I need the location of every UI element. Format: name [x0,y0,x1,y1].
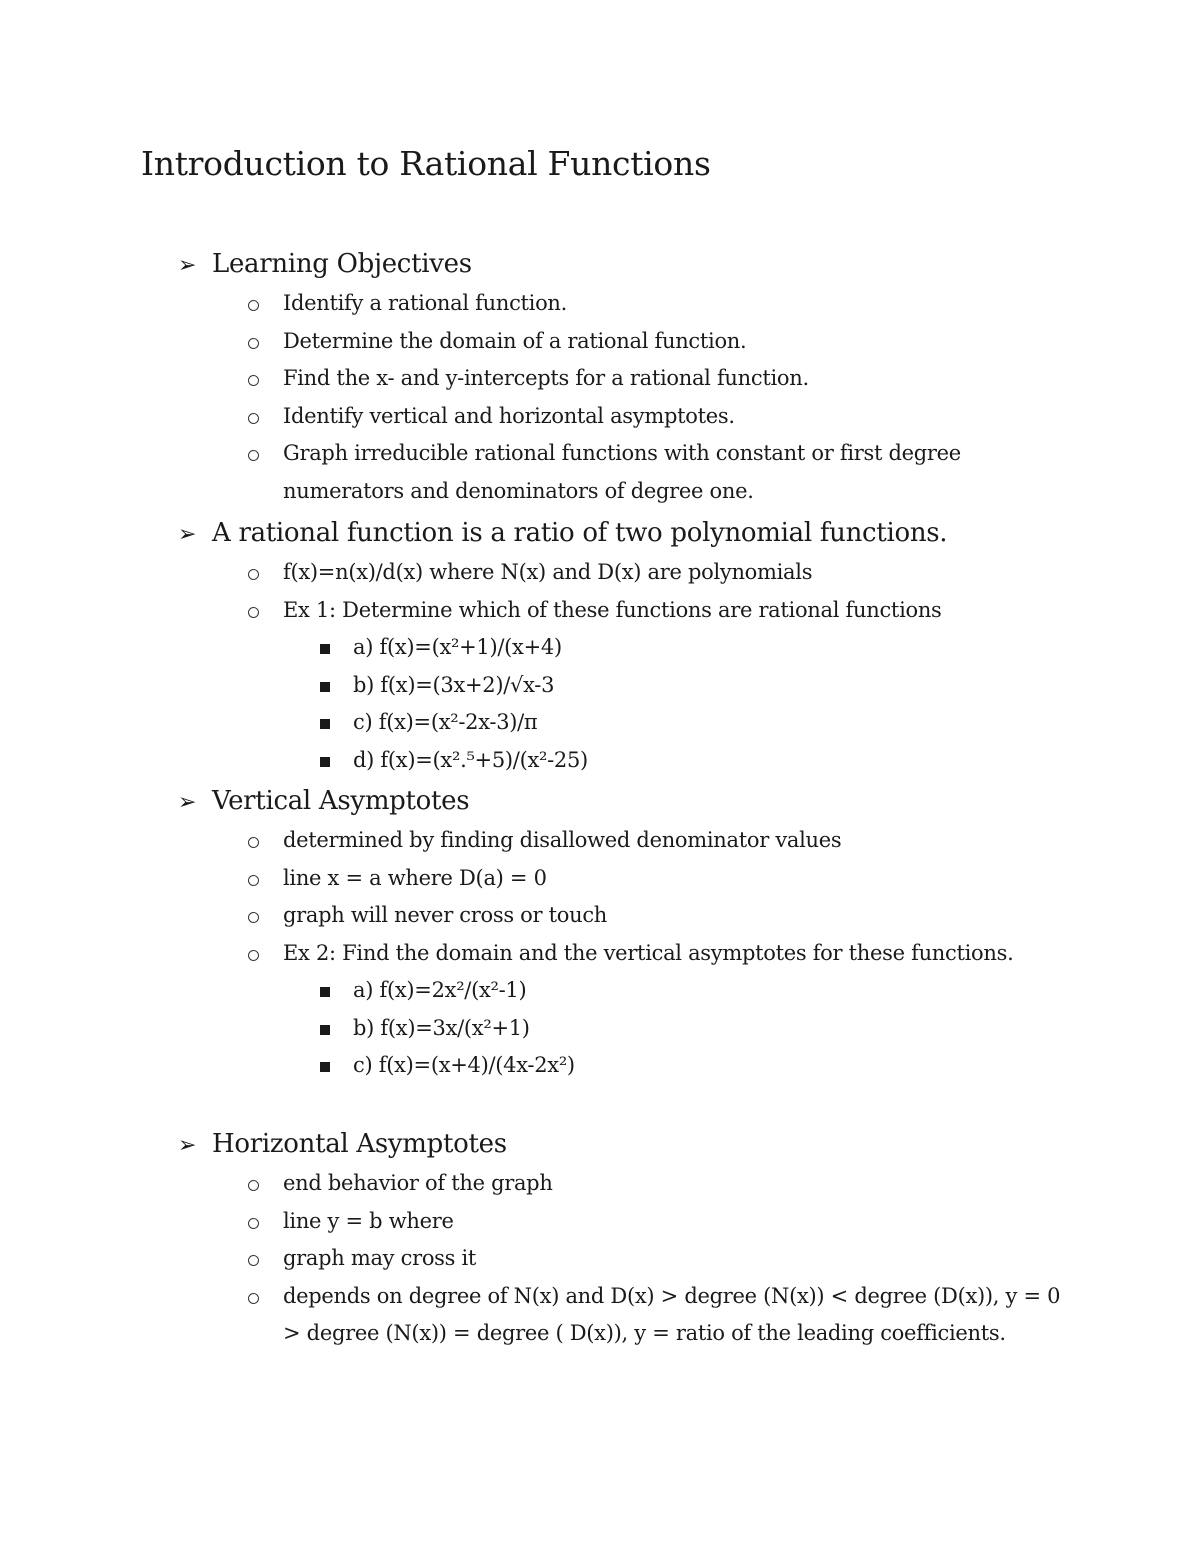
square-bullet-icon [320,682,330,692]
section-learning-objectives [178,245,1078,510]
section-heading [178,782,1078,822]
list-item [248,592,1078,630]
section-heading-text: Learning Objectives [212,249,472,279]
page-title: Introduction to Rational Functions [141,144,711,183]
arrow-bullet-icon: ➢ [178,253,197,278]
list-item-text: end behavior of the graph [283,1171,553,1195]
list-item [248,398,1078,436]
list-item-text: Ex 1: Determine which of these functions are rational functions [283,597,942,622]
list-item-text: line y = b where [283,1208,454,1233]
sub-list-item [320,742,1078,780]
list-item-text: depends on degree of N(x) and D(x) > degree (N(x)) < degree (D(x)), y = 0 > degree (N(x)) = degree ( D(x)), y = ratio of the leading coefficients. [283,1283,1061,1345]
list-item-text: graph may cross it [283,1246,477,1270]
section-heading [178,1125,1078,1165]
circle-bullet-icon [248,875,259,886]
sub-list-item [320,1010,1078,1048]
sub-list-item-text: c) f(x)=(x+4)/(4x-2x²) [353,1053,575,1077]
circle-bullet-icon [248,1180,259,1191]
square-bullet-icon [320,757,330,767]
sub-list-item-text: a) f(x)=(x²+1)/(x+4) [353,635,562,659]
square-bullet-icon [320,987,330,997]
square-bullet-icon [320,1062,330,1072]
list-item [248,285,1078,323]
list-item [248,860,1078,898]
list-item-text: f(x)=n(x)/d(x) where N(x) and D(x) are polynomials [283,560,813,584]
section-heading-text: Vertical Asymptotes [212,786,470,816]
sub-list-item-text: c) f(x)=(x²-2x-3)/π [353,710,538,734]
list-item-text: Identify a rational function. [283,291,568,315]
section-vertical-asymptotes [178,782,1078,1085]
circle-bullet-icon [248,1293,259,1304]
list-item-text: Graph irreducible rational functions with constant or first degree numerators and denominators of degree one. [283,441,961,503]
square-bullet-icon [320,644,330,654]
list-item [248,323,1078,361]
circle-bullet-icon [248,569,259,580]
list-item-text: determined by finding disallowed denominator values [283,828,842,852]
sub-list-item [320,704,1078,742]
section-horizontal-asymptotes [178,1125,1078,1353]
section-heading-text: Horizontal Asymptotes [212,1129,507,1159]
list-item-text: Determine the domain of a rational function. [283,328,747,353]
list-item [248,822,1078,860]
list-item-text: Find the x- and y-intercepts for a rational function. [283,366,809,390]
sub-list-item [320,667,1078,705]
section-heading [178,514,1078,554]
list-item-text: Ex 2: Find the domain and the vertical asymptotes for these functions. [283,940,1014,965]
sub-list-item [320,629,1078,667]
circle-bullet-icon [248,413,259,424]
section-heading [178,245,1078,285]
circle-bullet-icon [248,607,259,618]
sub-list-item-text: d) f(x)=(x².⁵+5)/(x²-25) [353,747,588,772]
circle-bullet-icon [248,1255,259,1266]
sub-list-item-text: b) f(x)=3x/(x²+1) [353,1015,530,1040]
list-item [248,1203,1078,1241]
section-rational-function-definition [178,514,1078,779]
square-bullet-icon [320,1025,330,1035]
list-item [248,435,1078,510]
list-item [248,554,1078,592]
list-item [248,897,1078,935]
sub-list-item-text: a) f(x)=2x²/(x²-1) [353,978,527,1002]
circle-bullet-icon [248,338,259,349]
arrow-bullet-icon: ➢ [178,1133,197,1158]
list-item [248,360,1078,398]
arrow-bullet-icon: ➢ [178,522,197,547]
circle-bullet-icon [248,837,259,848]
list-item [248,1165,1078,1203]
list-item-text: graph will never cross or touch [283,903,608,927]
list-item-text: line x = a where D(a) = 0 [283,865,547,890]
sub-list-item [320,972,1078,1010]
square-bullet-icon [320,719,330,729]
arrow-bullet-icon: ➢ [178,790,197,815]
section-heading-text: A rational function is a ratio of two polynomial functions. [212,518,948,548]
list-item [248,1240,1078,1278]
circle-bullet-icon [248,1218,259,1229]
sub-list-item [320,1047,1078,1085]
circle-bullet-icon [248,950,259,961]
list-item [248,935,1078,973]
circle-bullet-icon [248,300,259,311]
circle-bullet-icon [248,912,259,923]
list-item [248,1278,1078,1353]
circle-bullet-icon [248,450,259,461]
circle-bullet-icon [248,375,259,386]
list-item-text: Identify vertical and horizontal asymptotes. [283,403,735,428]
sub-list-item-text: b) f(x)=(3x+2)/√x-3 [353,672,555,697]
